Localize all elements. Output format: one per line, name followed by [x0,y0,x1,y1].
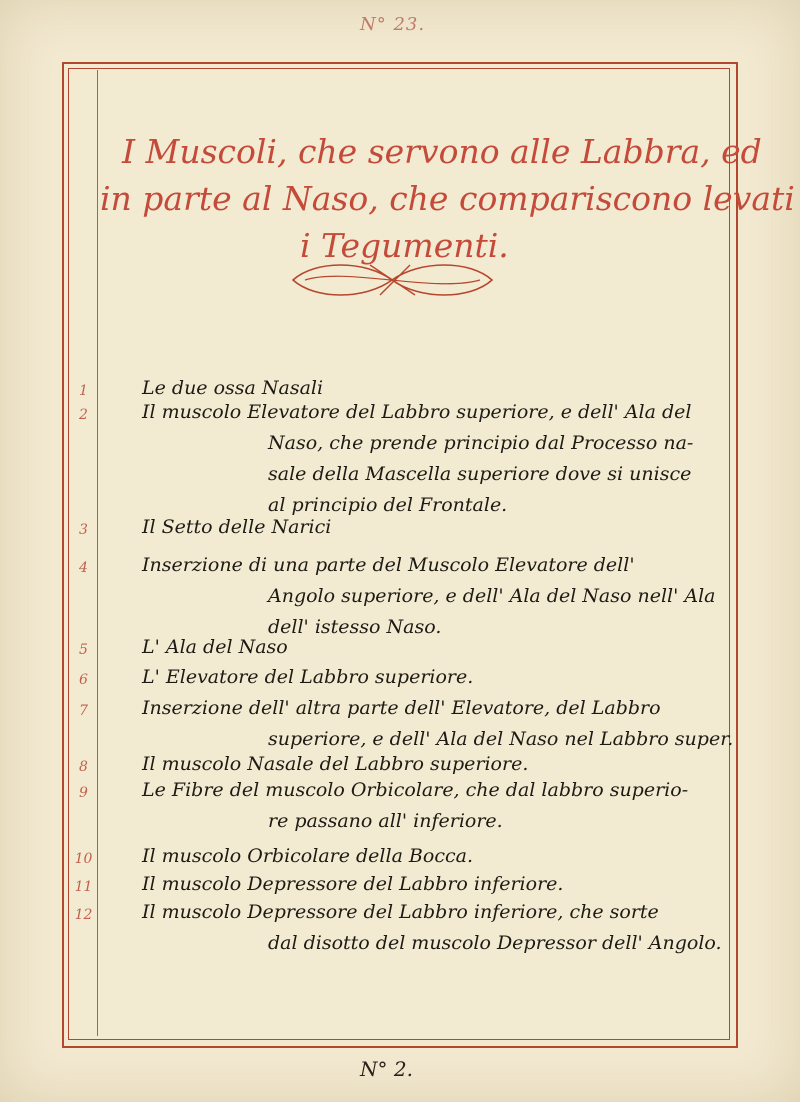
folio-number-bottom: N° 2. [360,1057,413,1081]
item-number: 7 [79,703,88,719]
item-text-line: al principio del Frontale. [268,494,508,516]
item-text-line: Il muscolo Elevatore del Labbro superiore, e dell' Ala del [142,401,692,423]
item-text-line: Il muscolo Depressore del Labbro inferiore, che sorte [142,901,659,923]
item-text-line: sale della Mascella superiore dove si unisce [268,463,692,485]
item-text-line: re passano all' inferiore. [268,810,503,832]
item-text-line: superiore, e dell' Ala del Naso nel Labbro super. [268,728,734,750]
item-text-line: Le Fibre del muscolo Orbicolare, che dal labbro superio- [142,779,689,801]
item-text-line: Il muscolo Orbicolare della Bocca. [142,845,473,867]
item-number: 12 [74,907,93,923]
item-text-line: dal disotto del muscolo Depressor dell' Angolo. [268,932,722,954]
item-text-line: Inserzione di una parte del Muscolo Elevatore dell' [142,554,635,576]
title-line-1: I Muscoli, che servono alle Labbra, ed [122,132,762,171]
margin-rule [97,70,98,1036]
item-number: 10 [74,851,93,867]
item-number: 11 [74,879,93,895]
item-number: 3 [79,522,88,538]
item-text-line: Angolo superiore, e dell' Ala del Naso nell' Ala [268,585,716,607]
item-text-line: Inserzione dell' altra parte dell' Elevatore, del Labbro [142,697,661,719]
item-number: 8 [79,759,88,775]
item-text-line: Naso, che prende principio dal Processo na- [268,432,694,454]
item-text-line: Il muscolo Nasale del Labbro superiore. [142,753,529,775]
item-number: 2 [79,407,88,423]
item-text-line: dell' istesso Naso. [268,616,442,638]
item-number: 6 [79,672,88,688]
item-number: 4 [79,560,88,576]
item-number: 5 [79,642,88,658]
item-number: 9 [79,785,88,801]
item-number: 1 [79,383,88,399]
item-text-line: Le due ossa Nasali [142,377,324,399]
folio-number-top: N° 23. [360,14,426,35]
title-line-3: i Tegumenti. [300,226,509,265]
item-text-line: Il muscolo Depressore del Labbro inferiore. [142,873,564,895]
item-text-line: L' Elevatore del Labbro superiore. [142,666,474,688]
item-text-line: Il Setto delle Narici [142,516,332,538]
page-title [100,128,795,269]
item-text-line: L' Ala del Naso [142,636,288,658]
calligraphic-flourish [285,255,500,305]
title-line-2: in parte al Naso, che compariscono levati [100,179,795,218]
